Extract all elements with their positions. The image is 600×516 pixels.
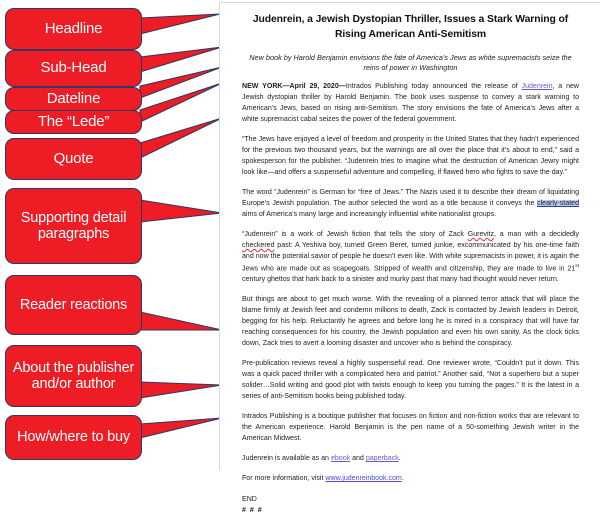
callout-lede-label: The “Lede” [37, 112, 110, 130]
callout-subhead[interactable] [5, 50, 142, 87]
callout-buy-label: How/where to buy [17, 429, 130, 446]
document-lede-paragraph [242, 82, 579, 126]
callout-headline[interactable] [5, 8, 142, 50]
more-info-part1: For more information, visit [242, 475, 326, 483]
story-part2: , a man with a decidedly [494, 231, 579, 239]
document-subhead: New book by Harold Benjamin envisions the fate of America’s Jews as white supremacists seize the reins of power in Washington [249, 52, 572, 72]
more-info-part2: . [401, 475, 404, 483]
document-availability-paragraph [242, 454, 579, 465]
paperback-link[interactable]: paperback [365, 455, 399, 463]
callout-lede[interactable] [5, 110, 142, 134]
callout-about[interactable] [5, 345, 142, 407]
document-quote-paragraph: “The Jews have enjoyed a level of freedom and prosperity in the United States that they hadn’t experienced for the previous two thousand years, but the warnings are all over the place that it’s about to end,” said a spokesperson for the publisher. “Judenrein tries to imagine what the destruction of American Jewry might look like—and offers a suspenseful adventure and compelling, if flawed hero who fights to save the day.” [242, 136, 579, 177]
callout-quote-label: Quote [53, 149, 94, 167]
judenrein-link[interactable]: Judenrein [521, 83, 553, 91]
callout-headline-label: Headline [44, 19, 103, 37]
callout-supporting[interactable] [5, 188, 142, 264]
annotation-callouts [0, 0, 230, 472]
document-more-info-paragraph [242, 474, 579, 485]
callout-buy[interactable] [5, 415, 142, 460]
document-hash-marker: # # # [242, 506, 263, 514]
spellcheck-checkered[interactable]: checkered [242, 242, 275, 250]
story-part3: past: A Yeshiva boy, turned Green Beret, turned junkie, excommunicated by his one-time faith and now the potential savior of people he doesn’t even like. With white supremacists in power, it is again the Jews who are made out as scapegoats. Stripped of wealth and citizenship, they are made to live in 21 [242, 242, 579, 273]
callout-reactions[interactable] [5, 275, 142, 335]
ordinal-suffix: st [575, 264, 579, 270]
word-para-part1: The word “Judenrein” is German for “free of Jews.” The Nazis used it to describe their dream of liquidating Europe’s Jewish population. The author selected the word as a title because it conveys the [242, 189, 579, 208]
ebook-link[interactable]: ebook [330, 455, 351, 463]
callout-about-label: About the publisher and/or author [12, 359, 135, 392]
selected-text-clearly-stated[interactable]: clearly-stated [537, 200, 579, 208]
spellcheck-gurevitz[interactable]: Gurevitz [467, 231, 494, 239]
callout-reactions-label: Reader reactions [19, 296, 128, 313]
callout-supporting-label: Supporting detail paragraphs [20, 209, 127, 242]
lede-text-after-link: , a new Jewish dystopian thriller by Harold Benjamin. The book uses suspense to convey a stark warning to American’s Jews, based on rising anti-Semitism. The story envisions the fate of America’s Jews after a white supremacist cabal seizes the power of the federal government. [242, 83, 579, 124]
story-part1: “Judenrein” is a work of Jewish fiction that tells the story of Zack [242, 231, 468, 239]
document-body [242, 7, 579, 516]
website-link[interactable]: www.judenreinbook.com [325, 475, 402, 483]
callout-quote[interactable] [5, 138, 142, 180]
callout-dateline[interactable] [5, 87, 142, 111]
document-end-marker: END [242, 496, 257, 504]
document-publisher-paragraph: Intrados Publishing is a boutique publisher that focuses on fiction and non-fiction works that are relevant to the American experience. Harold Benjamin is the pen name of a 50-something Jewish writer in the American Midwest. [242, 413, 579, 443]
press-release-document [219, 2, 600, 514]
lede-text-before-link: Intrados Publishing today announced the release of [345, 83, 522, 91]
document-word-meaning-paragraph [242, 188, 579, 221]
document-reviews-paragraph: Pre-publication reviews reveal a highly suspenseful read. One reviewer wrote, “Couldn’t put it down. This was a quick paced thriller with a complicated hero and patriot.” Another said, “Not a superhero but a super solider…Solid writing and good plot with twists enough to keep you turning the pages.” It is the latest in a series of anti-Semitism books being published today. [242, 360, 579, 401]
document-plot-paragraph: But things are about to get much worse. With the revealing of a planned terror attack that will place the blame firmly at Jewish feet and condemn millions to death, Zack is contacted by Jewish leaders in Detroit, begging for his help. Reluctantly he agrees and before long he is mired in a conspiracy that will have far reaching consequences for his country, the Jewish population and even his own sanity. As the clock ticks down, Zack tries to avert a looming disaster and uncover who is behind the conspiracy. [242, 296, 579, 348]
callout-dateline-label: Dateline [46, 89, 101, 107]
word-para-part2: aims of America’s many large and increasingly influential white nationalist groups. [242, 211, 497, 219]
availability-part2: and [350, 455, 366, 463]
availability-part3: . [398, 455, 401, 463]
story-part4: century ghettos that hark back to a sinister and murky past that many had thought would never return. [242, 276, 559, 284]
availability-part1: Judenrein is available as an [242, 455, 331, 463]
document-story-paragraph [242, 230, 579, 286]
callout-subhead-label: Sub-Head [40, 59, 107, 77]
document-dateline-text: NEW YORK—April 29, 2020— [242, 83, 346, 91]
document-headline: Judenrein, a Jewish Dystopian Thriller, Issues a Stark Warning of Rising American Anti-Semitism [252, 14, 569, 40]
